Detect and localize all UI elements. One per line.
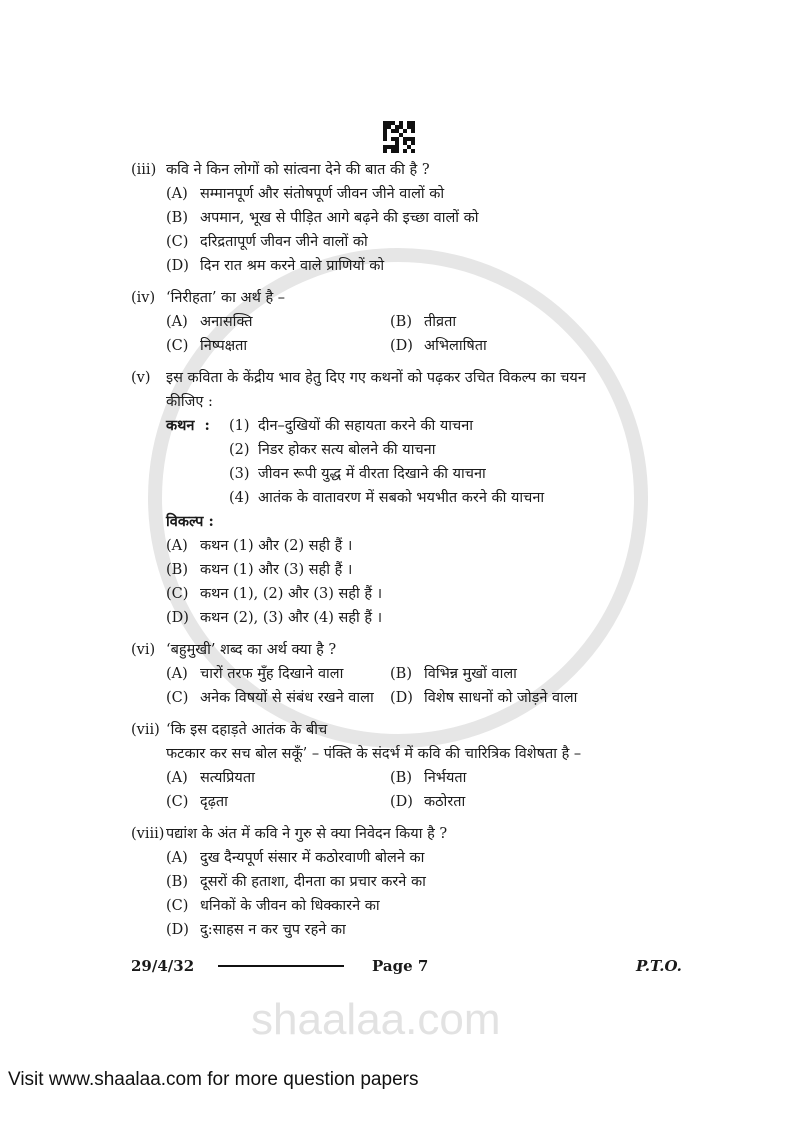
question-number: (vii) xyxy=(131,722,160,738)
option-text: धनिकों के जीवन को धिक्कारने का xyxy=(200,898,380,914)
option-label: (D) xyxy=(390,338,413,354)
option-text: कथन (1) और (3) सही हैं । xyxy=(200,562,353,578)
option-text: कथन (2), (3) और (4) सही हैं । xyxy=(200,610,383,626)
option-text: अभिलाषिता xyxy=(424,338,487,354)
question-number: (iv) xyxy=(131,290,156,306)
option-label: (C) xyxy=(166,234,189,250)
option-text: दु:साहस न कर चुप रहने का xyxy=(200,922,346,938)
watermark-text: shaalaa.com xyxy=(251,995,501,1044)
option-text: दिन रात श्रम करने वाले प्राणियों को xyxy=(200,258,385,274)
question-v xyxy=(131,366,676,630)
statement-text: निडर होकर सत्य बोलने की याचना xyxy=(258,442,436,458)
option-text: कथन (1) और (2) सही हैं । xyxy=(200,538,353,554)
option-text: चारों तरफ मुँह दिखाने वाला xyxy=(200,666,344,682)
option-label: (B) xyxy=(166,210,188,226)
paper-code: 29/4/32 xyxy=(131,957,195,975)
option-text: सम्मानपूर्ण और संतोषपूर्ण जीवन जीने वालों को xyxy=(200,186,445,202)
option-label: (C) xyxy=(166,690,189,706)
question-text: ‘बहुमुखी’ शब्द का अर्थ क्या है ? xyxy=(166,642,337,658)
question-text: ‘कि इस दहाड़ते आतंक के बीच xyxy=(166,722,328,738)
option-text: विशेष साधनों को जोड़ने वाला xyxy=(424,690,578,706)
question-vii xyxy=(131,718,676,814)
question-text: कवि ने किन लोगों को सांत्वना देने की बात की है ? xyxy=(166,162,430,178)
question-text: फटकार कर सच बोल सकूँ’ – पंक्ति के संदर्भ में कवि की चारित्रिक विशेषता है – xyxy=(166,746,582,762)
option-label: (C) xyxy=(166,338,189,354)
question-number: (v) xyxy=(131,370,151,386)
option-label: (A) xyxy=(166,538,188,554)
option-label: (A) xyxy=(166,850,188,866)
option-text: दृढ़ता xyxy=(200,794,228,810)
statement-number: (2) xyxy=(229,442,250,458)
option-label: (A) xyxy=(166,186,188,202)
question-number: (iii) xyxy=(131,162,157,178)
option-label: (D) xyxy=(166,922,189,938)
option-label: (A) xyxy=(166,770,188,786)
options-label: विकल्प : xyxy=(166,513,214,530)
statement-text: आतंक के वातावरण में सबको भयभीत करने की याचना xyxy=(258,490,545,506)
question-iv xyxy=(131,286,676,358)
question-number: (viii) xyxy=(131,826,165,842)
statement-number: (4) xyxy=(229,490,250,506)
option-text: दरिद्रतापूर्ण जीवन जीने वालों को xyxy=(200,234,368,250)
question-viii xyxy=(131,822,676,942)
page-number: Page 7 xyxy=(372,957,429,975)
option-label: (A) xyxy=(166,666,188,682)
option-label: (C) xyxy=(166,586,189,602)
option-label: (C) xyxy=(166,898,189,914)
question-vi xyxy=(131,638,676,710)
question-text: ‘निरीहता’ का अर्थ है – xyxy=(166,290,286,306)
question-number: (vi) xyxy=(131,642,156,658)
option-text: निष्पक्षता xyxy=(200,338,248,354)
statement-text: दीन–दुखियों की सहायता करने की याचना xyxy=(258,418,474,434)
question-page xyxy=(8,0,682,1092)
footer-rule xyxy=(218,965,344,967)
option-label: (B) xyxy=(390,314,412,330)
option-text: निर्भयता xyxy=(424,770,467,786)
option-label: (B) xyxy=(166,562,188,578)
question-text: पद्यांश के अंत में कवि ने गुरु से क्या निवेदन किया है ? xyxy=(166,826,448,842)
option-label: (B) xyxy=(390,770,412,786)
option-label: (D) xyxy=(166,258,189,274)
statement-number: (1) xyxy=(229,418,250,434)
statement-number: (3) xyxy=(229,466,250,482)
option-label: (B) xyxy=(390,666,412,682)
option-text: अनासक्ति xyxy=(200,314,253,330)
option-label: (C) xyxy=(166,794,189,810)
option-text: दुख दैन्यपूर्ण संसार में कठोरवाणी बोलने का xyxy=(200,850,425,866)
option-text: अनेक विषयों से संबंध रखने वाला xyxy=(200,690,374,706)
option-text: दूसरों की हताशा, दीनता का प्रचार करने का xyxy=(200,874,426,890)
option-label: (A) xyxy=(166,314,188,330)
option-label: (D) xyxy=(390,690,413,706)
statement-text: जीवन रूपी युद्ध में वीरता दिखाने की याचना xyxy=(258,466,486,482)
option-label: (B) xyxy=(166,874,188,890)
statements-label: कथन : xyxy=(166,417,210,434)
option-text: कठोरता xyxy=(424,794,466,810)
promo-banner-link[interactable]: Visit www.shaalaa.com for more question papers xyxy=(8,1069,419,1090)
option-text: अपमान, भूख से पीड़ित आगे बढ़ने की इच्छा वालों को xyxy=(200,210,479,226)
question-text: इस कविता के केंद्रीय भाव हेतु दिए गए कथनों को पढ़कर उचित विकल्प का चयन xyxy=(166,370,586,386)
pto-label: P.T.O. xyxy=(636,957,682,975)
option-text: तीव्रता xyxy=(424,314,457,330)
page-footer xyxy=(131,954,682,978)
option-text: कथन (1), (2) और (3) सही हैं । xyxy=(200,586,383,602)
option-text: विभिन्न मुखों वाला xyxy=(424,666,517,682)
question-iii xyxy=(131,158,676,278)
option-label: (D) xyxy=(390,794,413,810)
option-label: (D) xyxy=(166,610,189,626)
option-text: सत्यप्रियता xyxy=(200,770,255,786)
question-text: कीजिए : xyxy=(166,394,213,410)
